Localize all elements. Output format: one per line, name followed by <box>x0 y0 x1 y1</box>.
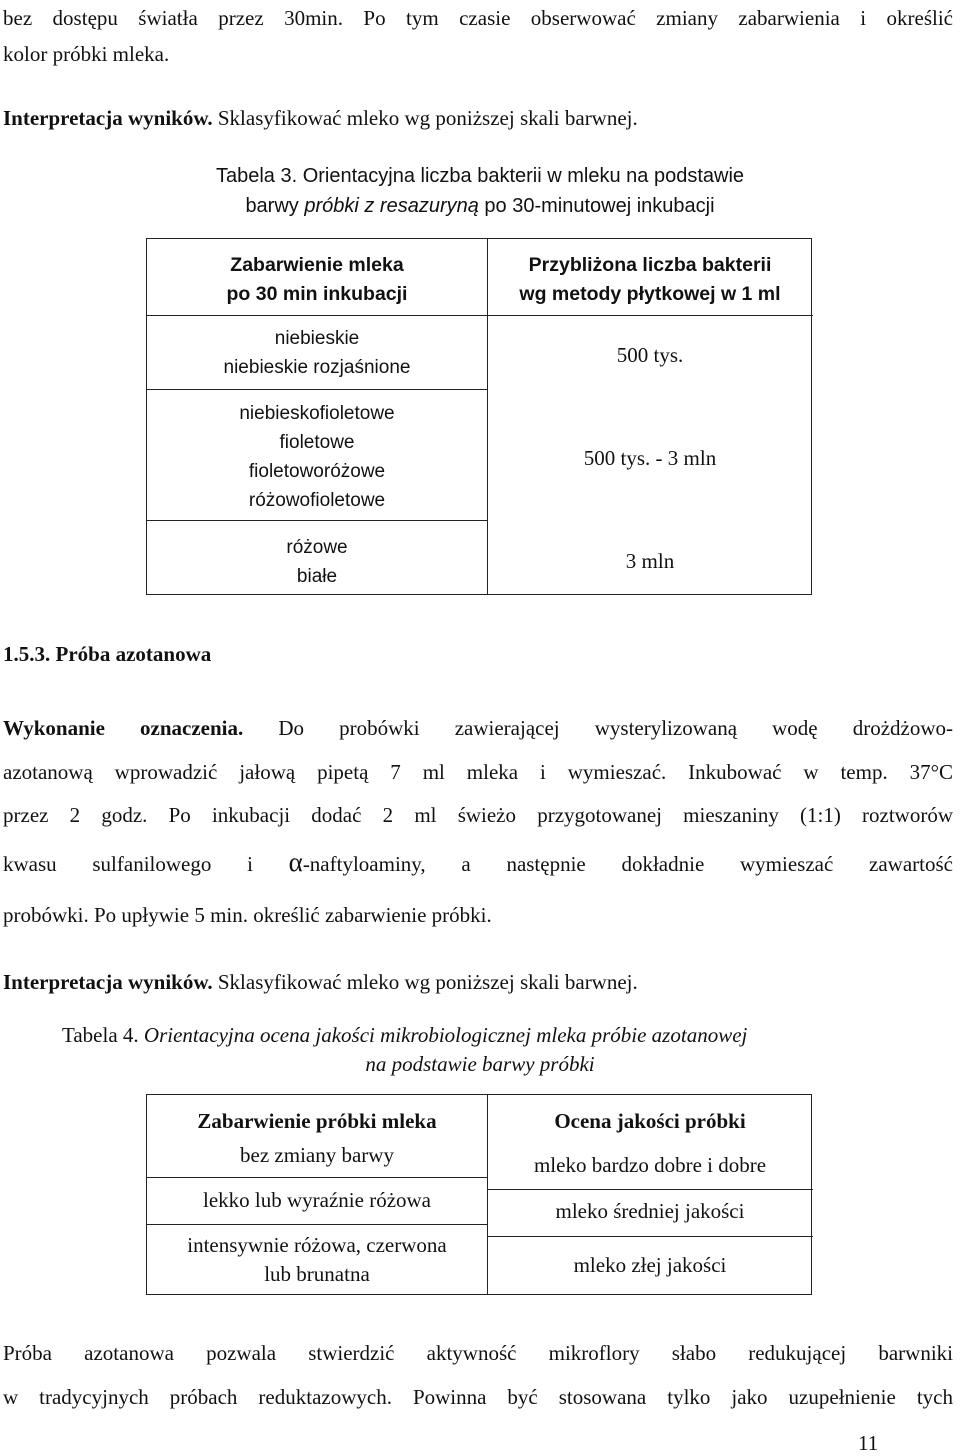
paragraph-line: kwasu sulfanilowego i α-naftyloaminy, a następnie dokładnie wymieszać zawartość <box>3 847 953 877</box>
paragraph-line: przez 2 godz. Po inkubacji dodać 2 ml świeżo przygotowanej mieszaniny (1:1) roztworów <box>3 803 953 827</box>
header-color: Zabarwienie mleka po 30 min inkubacji <box>226 254 408 305</box>
table-3 <box>146 238 812 595</box>
interpretation-line <box>3 106 638 131</box>
header-quality: Ocena jakości próbki <box>554 1109 746 1133</box>
row-colors-2: niebieskofioletowe fioletowe fioletoworóżowe różowofioletowe <box>239 403 395 511</box>
alpha-symbol: α <box>288 847 303 877</box>
interpretation-text: Sklasyfikować mleko wg poniższej skali barwnej. <box>217 106 638 130</box>
row-divider-left <box>147 520 487 521</box>
row-divider-right <box>487 1236 813 1237</box>
row-colors-1: niebieskie niebieskie rozjaśnione <box>223 328 411 378</box>
section-heading: 1.5.3. Próba azotanowa <box>3 642 212 666</box>
row-count-1: 500 tys. <box>616 343 684 367</box>
paragraph-line: kolor próbki mleka. <box>3 42 170 66</box>
paragraph-line: bez dostępu światła przez 30min. Po tym czasie obserwować zmiany zabarwienia i określić <box>3 6 953 30</box>
row-divider-left <box>147 1177 487 1178</box>
interpretation-label: Interpretacja wyników. <box>3 970 213 994</box>
header-color: Zabarwienie próbki mleka <box>197 1109 437 1133</box>
page-number: 11 <box>858 1431 879 1455</box>
interpretation-label: Interpretacja wyników. <box>3 106 213 130</box>
header-divider-left <box>147 315 487 316</box>
paragraph-line: w tradycyjnych próbach reduktazowych. Powinna być stosowana tylko jako uzupełnienie tych <box>3 1385 953 1409</box>
paragraph-line: Wykonanie oznaczenia. Do probówki zawierającej wysterylizowaną wodę drożdżowo- <box>3 716 953 740</box>
interpretation-line: Interpretacja wyników. Sklasyfikować mleko wg poniższej skali barwnej. <box>3 970 638 994</box>
row-color-2: lekko lub wyraźnie różowa <box>203 1188 431 1212</box>
header-divider-right <box>487 315 813 316</box>
table-4 <box>146 1094 812 1295</box>
table4-caption-line1: Tabela 4. Orientacyjna ocena jakości mikrobiologicznej mleka próbie azotanowej <box>62 1023 748 1047</box>
row-divider-left <box>147 1224 487 1225</box>
row-divider-left <box>147 389 487 390</box>
header-count: Przybliżona liczba bakterii wg metody płytkowej w 1 ml <box>519 254 781 305</box>
execution-label: Wykonanie oznaczenia. <box>3 716 244 740</box>
row-quality-3: mleko złej jakości <box>573 1253 727 1277</box>
paragraph-line: azotanową wprowadzić jałową pipetą 7 ml mleka i wymieszać. Inkubować w temp. 37°C <box>3 760 953 784</box>
row-color-1: bez zmiany barwy <box>240 1143 394 1167</box>
row-color-3: intensywnie różowa, czerwona lub brunatna <box>187 1233 447 1286</box>
caption-text: barwy <box>245 195 305 217</box>
table3-caption-line1: Tabela 3. Orientacyjna liczba bakterii w mleku na podstawie <box>215 165 745 187</box>
row-quality-2: mleko średniej jakości <box>555 1199 745 1223</box>
table4-caption-line2: na podstawie barwy próbki <box>365 1052 595 1076</box>
row-count-3: 3 mln <box>625 549 675 573</box>
row-quality-1: mleko bardzo dobre i dobre <box>533 1153 767 1177</box>
row-count-2: 500 tys. - 3 mln <box>583 446 717 470</box>
paragraph-line: Próba azotanowa pozwala stwierdzić aktywność mikroflory słabo redukującej barwniki <box>3 1341 953 1365</box>
caption-text: po 30-minutowej inkubacji <box>478 195 715 217</box>
caption-italic: próbki z resazuryną <box>304 195 479 217</box>
table3-caption-line2 <box>0 195 960 218</box>
row-colors-3: różowe białe <box>286 537 348 587</box>
row-divider-right <box>487 1189 813 1190</box>
paragraph-line: probówki. Po upływie 5 min. określić zabarwienie próbki. <box>3 903 492 927</box>
